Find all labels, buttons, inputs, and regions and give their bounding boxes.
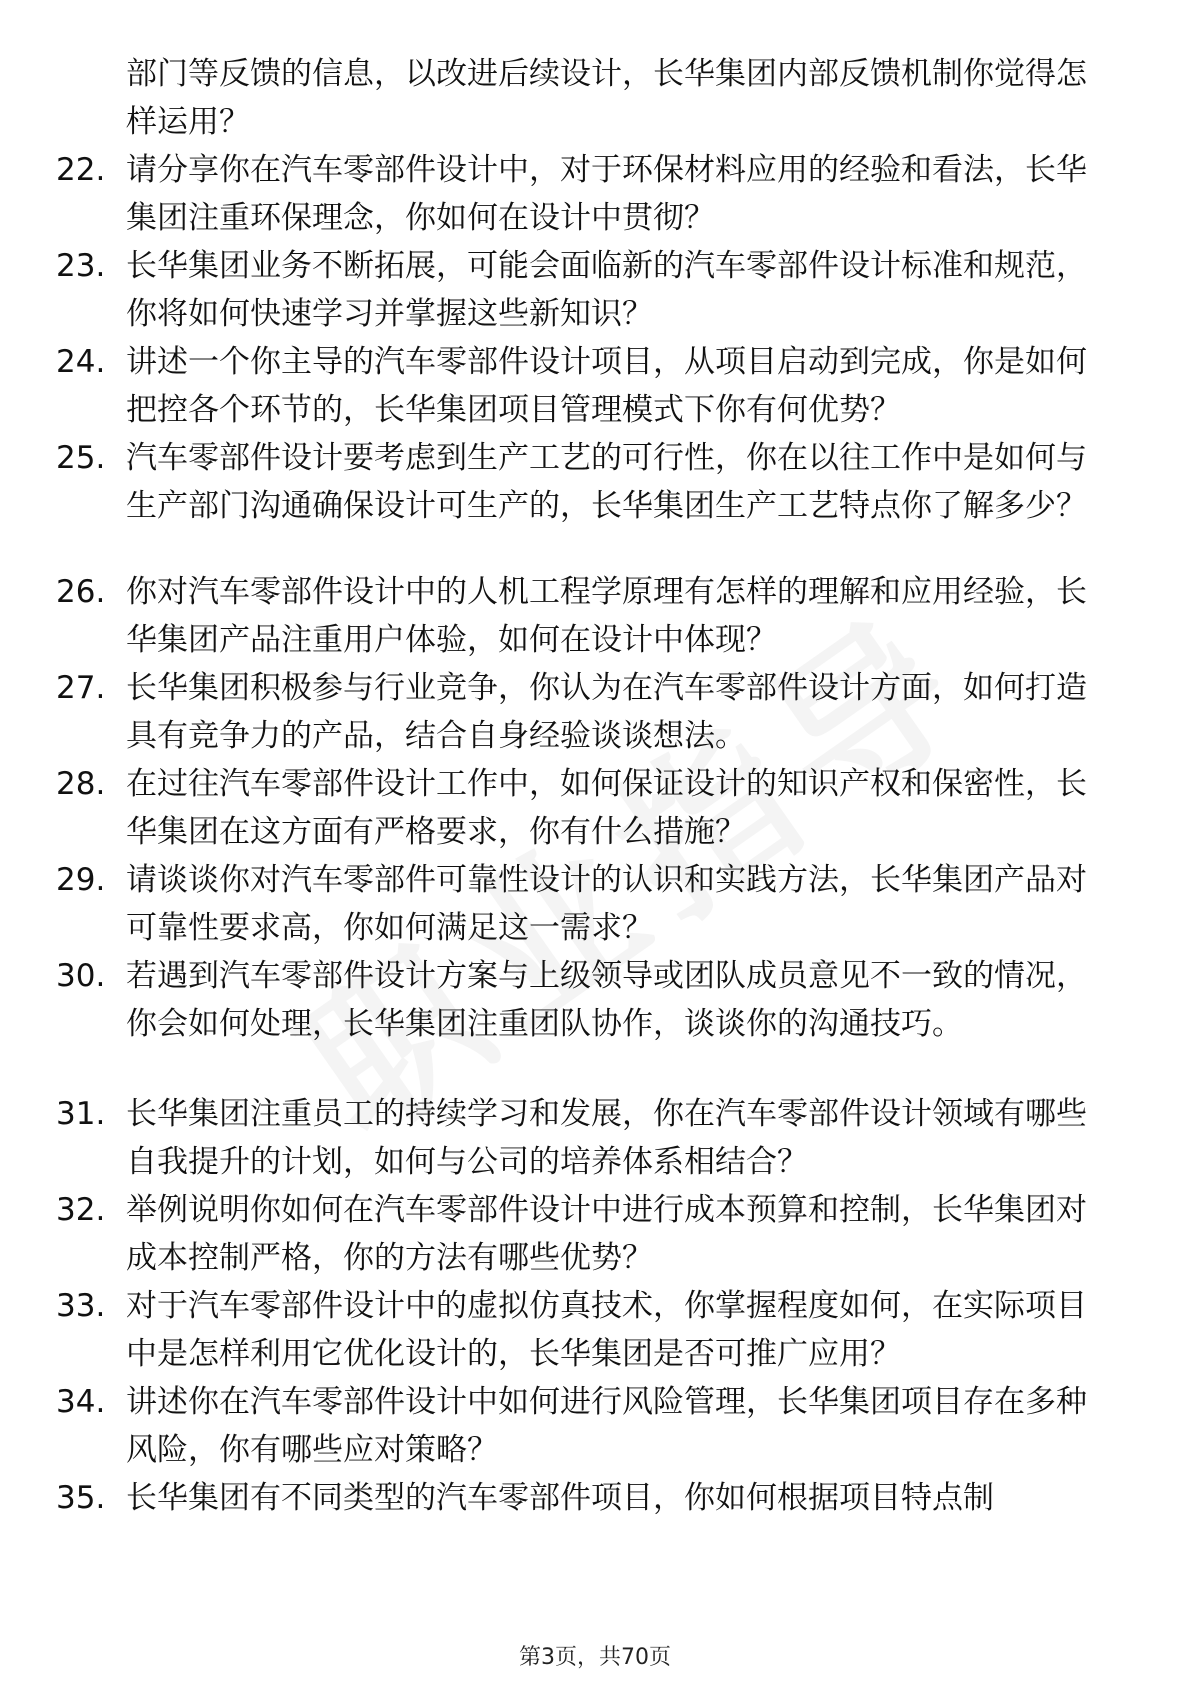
question-text: 长华集团有不同类型的汽车零部件项目，你如何根据项目特点制 xyxy=(126,1480,994,1516)
question-number: 31. xyxy=(56,1096,106,1132)
question-text: 对于汽车零部件设计中的虚拟仿真技术，你掌握程度如何，在实际项目中是怎样利用它优化设计的，长华集团是否可推广应用？ xyxy=(126,1288,1087,1372)
question-number: 33. xyxy=(56,1288,106,1324)
question-number: 29. xyxy=(56,862,106,898)
page-footer: 第3页，共70页 xyxy=(519,1645,671,1670)
question-text: 长华集团注重员工的持续学习和发展，你在汽车零部件设计领域有哪些自我提升的计划，如何与公司的培养体系相结合？ xyxy=(126,1096,1087,1180)
question-text: 长华集团积极参与行业竞争，你认为在汽车零部件设计方面，如何打造具有竞争力的产品，结合自身经验谈谈想法。 xyxy=(126,670,1087,754)
question-number: 35. xyxy=(56,1480,106,1516)
question-number: 24. xyxy=(56,344,106,380)
question-text: 举例说明你如何在汽车零部件设计中进行成本预算和控制，长华集团对成本控制严格，你的方法有哪些优势？ xyxy=(126,1192,1087,1276)
question-text: 长华集团业务不断拓展，可能会面临新的汽车零部件设计标准和规范，你将如何快速学习并掌握这些新知识？ xyxy=(126,248,1087,332)
question-number: 32. xyxy=(56,1192,106,1228)
question-text: 若遇到汽车零部件设计方案与上级领导或团队成员意见不一致的情况，你会如何处理，长华集团注重团队协作，谈谈你的沟通技巧。 xyxy=(126,958,1087,1042)
question-number: 27. xyxy=(56,670,106,706)
question-text: 请谈谈你对汽车零部件可靠性设计的认识和实践方法，长华集团产品对可靠性要求高，你如何满足这一需求？ xyxy=(126,862,1087,946)
question-text: 你对汽车零部件设计中的人机工程学原理有怎样的理解和应用经验，长华集团产品注重用户体验，如何在设计中体现？ xyxy=(126,574,1087,658)
question-text: 汽车零部件设计要考虑到生产工艺的可行性，你在以往工作中是如何与生产部门沟通确保设计可生产的，长华集团生产工艺特点你了解多少？ xyxy=(126,440,1087,524)
continuation-text: 部门等反馈的信息，以改进后续设计，长华集团内部反馈机制你觉得怎样运用？ xyxy=(126,56,1087,140)
question-number: 28. xyxy=(56,766,106,802)
question-number: 34. xyxy=(56,1384,106,1420)
question-number: 23. xyxy=(56,248,106,284)
question-text: 讲述一个你主导的汽车零部件设计项目，从项目启动到完成，你是如何把控各个环节的，长华集团项目管理模式下你有何优势？ xyxy=(126,344,1087,428)
question-number: 26. xyxy=(56,574,106,610)
question-number: 25. xyxy=(56,440,106,476)
question-text: 讲述你在汽车零部件设计中如何进行风险管理，长华集团项目存在多种风险，你有哪些应对策略？ xyxy=(126,1384,1087,1468)
question-text: 在过往汽车零部件设计工作中，如何保证设计的知识产权和保密性，长华集团在这方面有严格要求，你有什么措施？ xyxy=(126,766,1087,850)
question-text: 请分享你在汽车零部件设计中，对于环保材料应用的经验和看法，长华集团注重环保理念，你如何在设计中贯彻？ xyxy=(126,152,1087,236)
question-number: 22. xyxy=(56,152,106,188)
question-number: 30. xyxy=(56,958,106,994)
